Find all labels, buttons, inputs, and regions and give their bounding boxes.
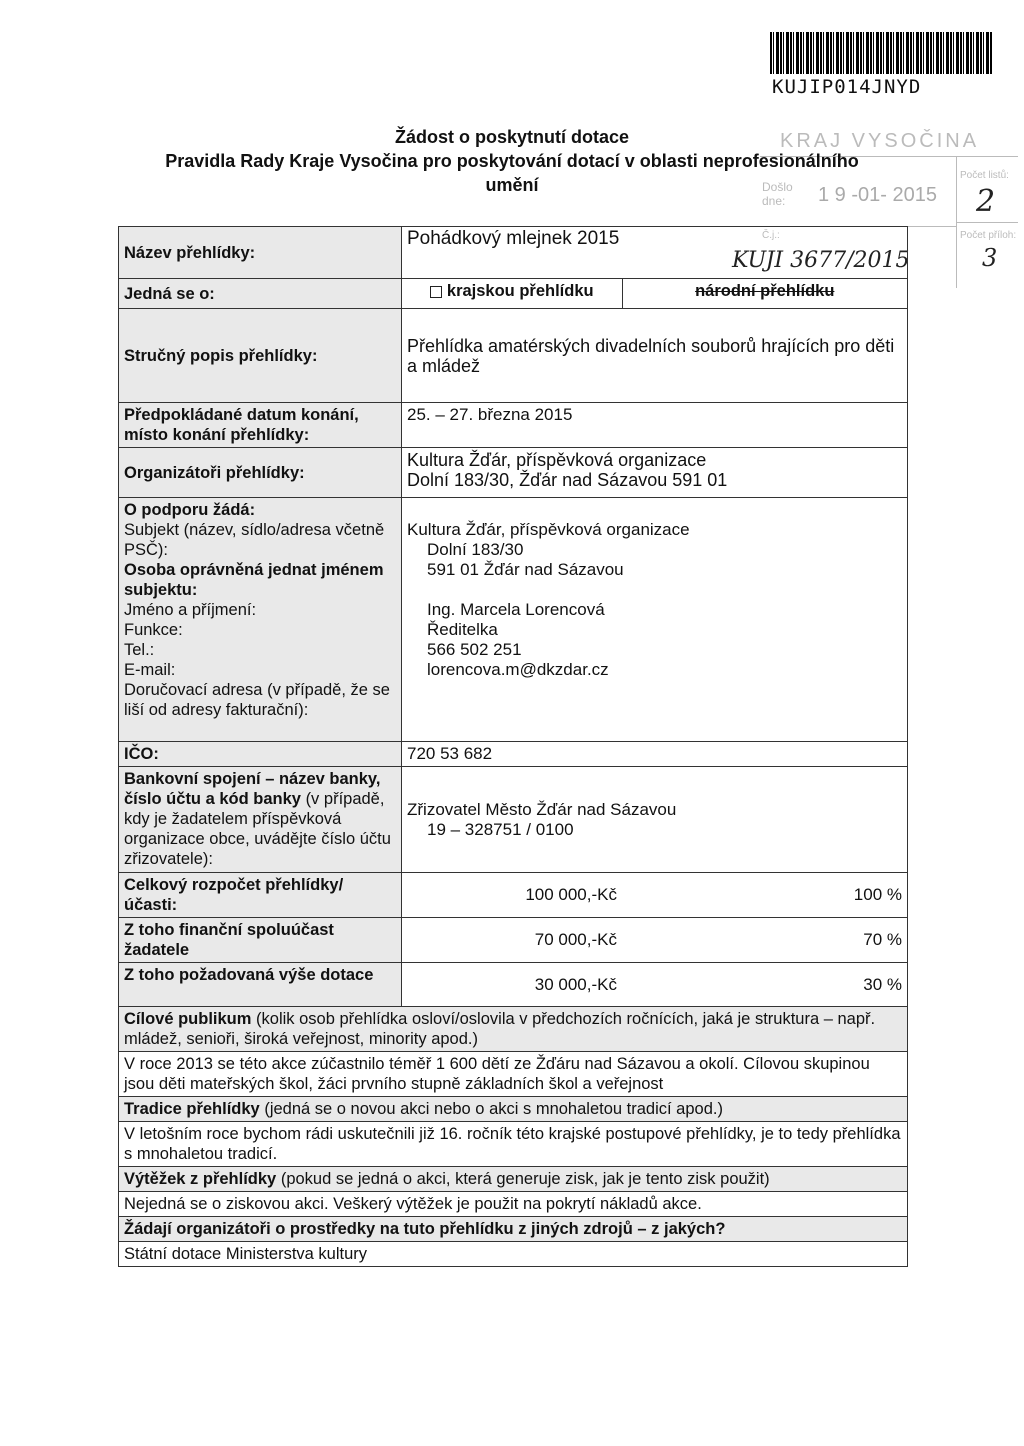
audience-value: V roce 2013 se této akce zúčastnilo téměř 1 600 dětí ze Žďáru nad Sázavou a okolí. Cílovou skupinou jsou děti mateřských škol, žáci prvního stupně základních škol a veřejnost [119, 1052, 908, 1097]
name-label: Název přehlídky: [119, 227, 402, 279]
date-label: Předpokládané datum konání, místo konání přehlídky: [119, 403, 402, 448]
form-subtitle: Pravidla Rady Kraje Vysočina pro poskytování dotací v oblasti neprofesionálního [165, 151, 859, 171]
bank-value-owner: Zřizovatel Město Žďár nad Sázavou [407, 799, 677, 819]
stamp-attachments-label: Počet příloh: [960, 230, 1017, 241]
type-option-national: národní přehlídku [622, 279, 908, 309]
requested-label: Z toho požadovaná výše dotace [119, 963, 402, 1007]
ico-value: 720 53 682 [402, 742, 908, 767]
email-label: E-mail: [124, 661, 176, 679]
organizers-name: Kultura Žďár, příspěvková organizace [407, 450, 707, 470]
stamp-org: KRAJ VYSOČINA [780, 130, 980, 152]
applicant-labels [119, 498, 402, 742]
stamp-attachments: 3 [982, 244, 998, 272]
form-title: Žádost o poskytnutí dotace [394, 127, 630, 147]
budget-percent: 100 % [622, 873, 908, 918]
stamp-reg-number: KUJI 3677/2015 [732, 248, 910, 273]
date-value: 25. – 27. března 2015 [402, 403, 908, 448]
requested-amount: 30 000,-Kč [402, 963, 623, 1007]
subject-value-name: Kultura Žďár, příspěvková organizace [407, 520, 690, 539]
tel-label: Tel.: [124, 641, 155, 659]
applicant-heading: O podporu žádá: [124, 501, 256, 519]
bank-label-note: (v případě, kdy je žadatelem příspěvková organizace obce, uvádějte číslo účtu zřizovatele): [124, 790, 391, 868]
subject-value-city: 591 01 Žďár nad Sázavou [427, 560, 624, 579]
budget-amount: 100 000,-Kč [402, 873, 623, 918]
function-value: Ředitelka [427, 620, 498, 639]
stamp-received-label: Došlo dne: [762, 180, 793, 208]
subject-label: Subjekt (název, sídlo/adresa včetně PSČ): [124, 521, 385, 559]
cofinancing-label: Z toho finanční spoluúčast žadatele [119, 918, 402, 963]
form-subtitle-2: umění [485, 175, 539, 195]
name-value: Pohádkový mlejnek 2015 [402, 227, 908, 279]
other-sources-value: Státní dotace Ministerstva kultury [119, 1242, 908, 1267]
stamp-reg-label: Č.j.: [762, 230, 780, 241]
budget-label: Celkový rozpočet přehlídky/účasti: [119, 873, 402, 918]
ico-label: IČO: [119, 742, 402, 767]
type-label: Jedná se o: [119, 279, 402, 309]
barcode-id: KUJIP014JNYD [772, 76, 922, 98]
address-label: Doručovací adresa (v případě, že se liší od adresy fakturační): [124, 681, 390, 719]
function-label: Funkce: [124, 621, 183, 639]
stamp-sheets: 2 [976, 184, 996, 219]
tradition-heading: Tradice přehlídky (jedná se o novou akci nebo o akci s mnohaletou tradicí apod.) [119, 1097, 908, 1122]
cofinancing-percent: 70 % [622, 918, 908, 963]
other-sources-heading: Žádají organizátoři o prostředky na tuto přehlídku z jiných zdrojů – z jakých? [119, 1217, 908, 1242]
barcode [770, 32, 992, 74]
person-heading: Osoba oprávněná jednat jménem subjektu: [124, 561, 384, 599]
tradition-value: V letošním roce bychom rádi uskutečnili již 16. ročník této krajské postupové přehlídky, je to tedy přehlídka s mnohaletou tradicí. [119, 1122, 908, 1167]
subject-value-street: Dolní 183/30 [427, 540, 524, 559]
profit-heading: Výtěžek z přehlídky (pokud se jedná o akci, která generuje zisk, jak je tento zisk použit) [119, 1167, 908, 1192]
desc-label: Stručný popis přehlídky: [119, 309, 402, 403]
stamp-date: 1 9 -01- 2015 [818, 184, 937, 206]
profit-value: Nejedná se o ziskovou akci. Veškerý výtěžek je použit na pokrytí nákladů akce. [119, 1192, 908, 1217]
tel-value: 566 502 251 [427, 640, 522, 659]
cofinancing-amount: 70 000,-Kč [402, 918, 623, 963]
applicant-values [402, 498, 908, 742]
organizers-label: Organizátoři přehlídky: [119, 448, 402, 498]
checkbox-icon [430, 286, 442, 298]
person-name-value: Ing. Marcela Lorencová [427, 600, 605, 619]
desc-value: Přehlídka amatérských divadelních souborů hrajících pro děti a mládež [402, 309, 908, 403]
requested-percent: 30 % [622, 963, 908, 1007]
organizers-value [402, 448, 908, 498]
audience-heading: Cílové publikum (kolik osob přehlídka osloví/oslovila v předchozích ročnících, jaká je struktura – např. mládež, senioři, široká veřejnost, minority apod.) [119, 1007, 908, 1052]
organizers-address: Dolní 183/30, Žďár nad Sázavou 591 01 [407, 470, 728, 490]
bank-value-account: 19 – 328751 / 0100 [427, 819, 574, 839]
type-option-regional: krajskou přehlídku [402, 279, 623, 309]
bank-label [119, 767, 402, 873]
application-form [118, 226, 908, 1267]
stamp-sheets-label: Počet listů: [960, 170, 1009, 181]
bank-label-bold: Bankovní spojení – název banky, číslo účtu a kód banky [124, 770, 381, 808]
bank-value [402, 767, 908, 873]
person-name-label: Jméno a příjmení: [124, 601, 257, 619]
email-value: lorencova.m@dkzdar.cz [427, 660, 609, 679]
